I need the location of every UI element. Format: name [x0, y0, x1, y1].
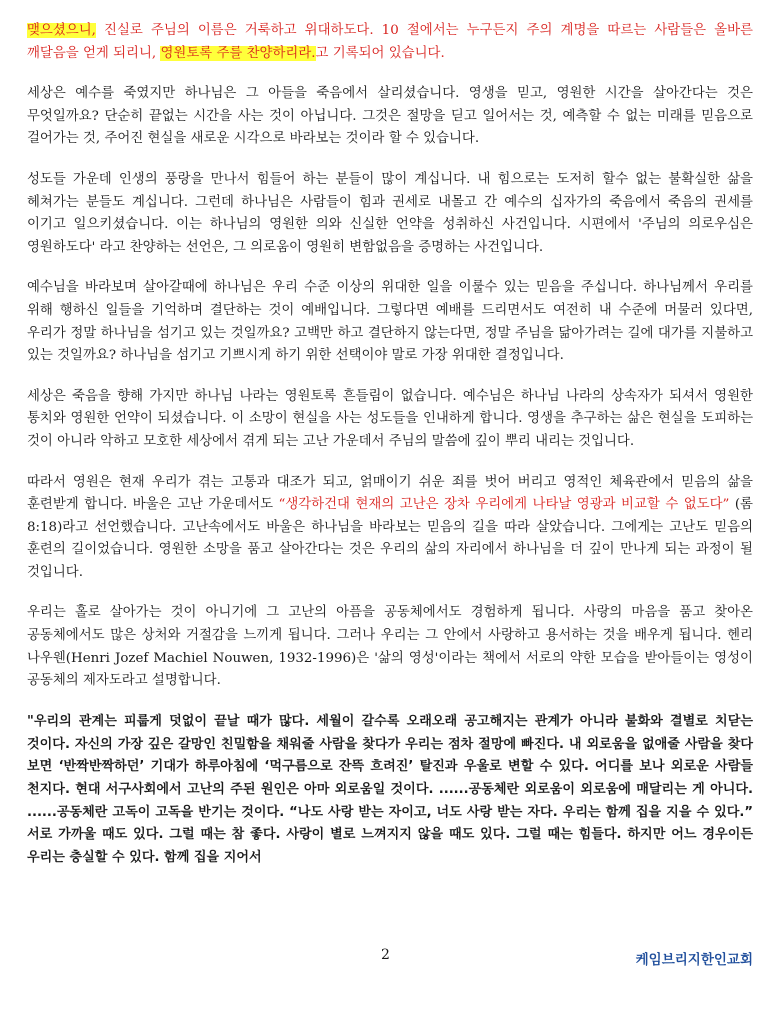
paragraph-community: 우리는 홀로 살아가는 것이 아니기에 그 고난의 아픔을 공동체에서도 경험하게 됩니다. 사랑의 마음을 품고 찾아온 공동체에서도 많은 상처와 거절감을 느끼게 됩니다. 그러나 우리는 그 안에서 사랑하고 용서하는 것을 배우게 됩니다. 헨리 나우웬(Henri Jozef Machiel Nouwen, 1932-1996)은 '삶의 영성'이라는 책에서 서로의 약한 모습을 받아들이는 영성이 공동체의 제자도라고 설명합니다.: [27, 605, 753, 689]
red-text: 진실로 주님의 이름은 거룩하고 위대하도다. 10 절에서는 누구든지 주의 계명을 따르는 사람들은 올바른 깨달음을 얻게 되리니,: [27, 23, 753, 61]
paragraph-suffering-training: [27, 472, 753, 585]
highlighted-text-start: 맺으셨으니,: [27, 23, 96, 38]
document-page: [27, 20, 753, 870]
nouwen-quote: "우리의 관계는 피룹게 덧없이 끝날 때가 많다. 세월이 갈수록 오래오래 공고해지는 관계가 아니라 불화와 결별로 치닫는 것이다. 자신의 가장 깊은 갈망인 친밀함을 채워줄 사람을 찾다가 우리는 점차 절망에 빠진다. 내 외로움을 없애줄 사람을 찾다 보면 ‘반짝반짝하던’ 기대가 하루아침에 ‘먹구름으로 잔뜩 흐려진’ 탈진과 우울로 변할 수 있다. 어디를 보나 외로운 사람들 천지다. 현대 서구사회에서 고난의 주된 원인은 아마 외로움일 것이다. ......공동체란 외로움이 외로움에 매달리는 게 아니다. ......공동체란 고독이 고독을 반기는 것이다. “나도 사랑 받는 자이고, 너도 사랑 받는 자다. 우리는 함께 집을 지을 수 있다.” 서로 가까울 때도 있다. 그럴 때는 참 좋다. 사랑이 별로 느껴지지 않을 때도 있다. 그럴 때는 힘들다. 하지만 어느 경우이든 우리는 충실할 수 있다. 함께 집을 지어서: [27, 713, 753, 866]
paragraph-psalm-intro: [27, 20, 753, 65]
paragraph-eternal-life: 세상은 예수를 죽였지만 하나님은 그 아들을 죽음에서 살리셨습니다. 영생을 믿고, 영원한 시간을 살아간다는 것은 무엇일까요? 단순히 끝없는 시간을 사는 것이 아닙니다. 그것은 절망을 딛고 일어서는 것, 예측할 수 없는 미래를 믿음으로 걸어가는 것, 주어진 현실을 새로운 시각으로 바라보는 것이라 할 수 있습니다.: [27, 86, 753, 147]
page-number: 2: [381, 947, 390, 963]
scripture-quote-romans: “생각하건대 현재의 고난은 장차 우리에게 나타날 영광과 비교할 수 없도다”: [278, 497, 730, 513]
red-text-tail: 고 기록되어 있습니다.: [315, 45, 445, 61]
paragraph-storms-of-life: 성도들 가운데 인생의 풍랑을 만나서 힘들어 하는 분들이 많이 계십니다. 내 힘으로는 도저히 할수 없는 불확실한 삶을 헤쳐가는 분들도 계십니다. 그런데 하나님은 사람들이 힘과 권세로 내몰고 간 예수의 십자가의 죽음에서 죽음의 권세를 이기고 일으키셨습니다. 이는 하나님의 영원한 의와 신실한 언약을 성취하신 사건입니다. 시편에서 '주님의 의로우심은 영원하도다' 라고 찬양하는 선언은, 그 의로움이 영원히 변함없음을 증명하는 사건입니다.: [27, 171, 753, 255]
paragraph-worship-decision: 예수님을 바라보며 살아갈때에 하나님은 우리 수준 이상의 위대한 일을 이룰수 있는 믿음을 주십니다. 하나님께서 우리를 위해 행하신 일들을 기억하며 결단하는 것이 예배입니다. 그렇다면 예배를 드리면서도 여전히 내 수준에 머물러 있다면, 우리가 정말 하나님을 섬기고 있는 것일까요? 고백만 하고 결단하지 않는다면, 정말 주님을 닮아가려는 길에 대가를 지불하고 있는 것일까요? 하나님을 섬기고 기쁘시게 하기 위한 선택이야 말로 가장 위대한 결정입니다.: [27, 280, 753, 364]
paragraph-kingdom-unshaken: 세상은 죽음을 향해 가지만 하나님 나라는 영원토록 흔들림이 없습니다. 예수님은 하나님 나라의 상속자가 되셔서 영원한 통치와 영원한 언약이 되셨습니다. 이 소망이 현실을 사는 성도들을 인내하게 합니다. 영생을 추구하는 삶은 현실을 도피하는 것이 아니라 악하고 모호한 세상에서 겪게 되는 고난 가운데서 주님의 말씀에 깊이 뿌리 내리는 것입니다.: [27, 388, 753, 449]
paragraph-text-after: (롬 8:18)라고 선언했습니다. 고난속에서도 바울은 하나님을 바라보는 믿음의 길을 따라 살았습니다. 그에게는 고난도 믿음의 훈련의 길이었습니다. 영원한 소망을 품고 살아간다는 것은 우리의 삶의 자리에서 하나님을 더 깊이 만나게 되는 과정이 될 것입니다.: [27, 497, 753, 580]
paragraph-text: 따라서 영원은 현재 우리가 겪는 고통과 대조가 되고, 얽매이기 쉬운 죄를 벗어 버리고 영적인 체육관에서 믿음의 삶을 훈련받게 합니다. 바울은 고난 가운데서도: [27, 474, 753, 513]
church-name: 케임브리지한인교회: [635, 952, 753, 968]
highlighted-text-praise: 영원토록 주를 찬양하리라.: [160, 45, 316, 61]
